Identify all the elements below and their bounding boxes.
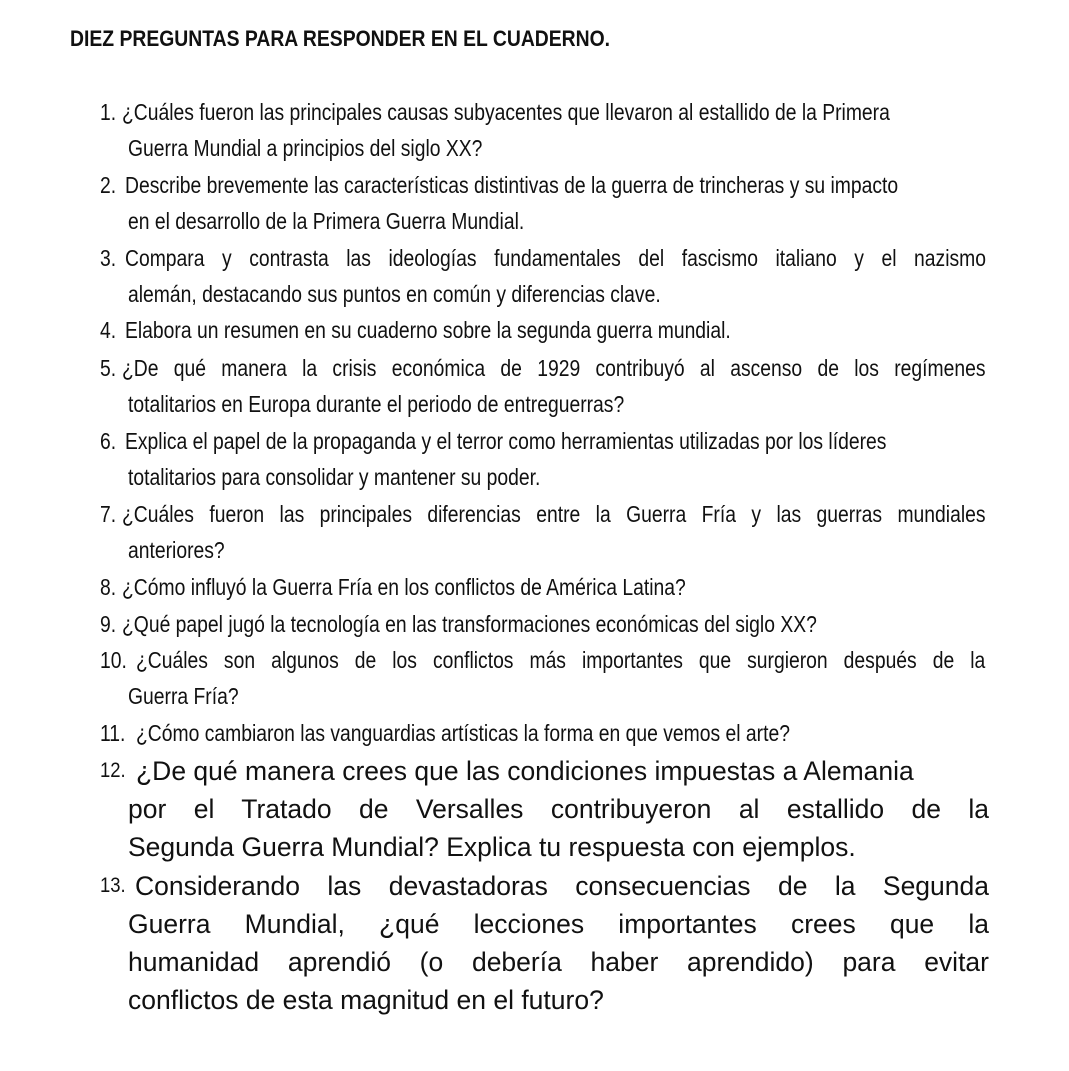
- question-text-line: ¿Cuáles fueron las principales causas subyacentes que llevaron al estallido de la Primera: [122, 99, 890, 125]
- question-text-line: ¿Qué papel jugó la tecnología en las transformaciones económicas del siglo XX?: [122, 611, 817, 637]
- question-number: 5.: [100, 355, 117, 381]
- question-text-line: Guerra Mundial a principios del siglo XX?: [128, 135, 483, 161]
- question-number: 10.: [100, 647, 127, 673]
- question-text-line: Segunda Guerra Mundial? Explica tu respuesta con ejemplos.: [128, 832, 856, 862]
- question-text-line: ¿De qué manera la crisis económica de 1929 contribuyó al ascenso de los regímenes: [122, 355, 986, 381]
- question-number: 1.: [100, 99, 117, 125]
- question-text-line: Elabora un resumen en su cuaderno sobre la segunda guerra mundial.: [125, 317, 731, 343]
- question-text-line: Describe brevemente las características distintivas de la guerra de trincheras y su impacto: [125, 172, 899, 198]
- question-number: 9.: [100, 611, 117, 637]
- question-text-line: ¿De qué manera crees que las condiciones impuestas a Alemania: [136, 756, 914, 786]
- question-text-line: totalitarios en Europa durante el periodo de entreguerras?: [128, 391, 625, 417]
- question-text-line: Explica el papel de la propaganda y el terror como herramientas utilizadas por los líderes: [125, 428, 887, 454]
- question-text-line: ¿Cuáles fueron las principales diferencias entre la Guerra Fría y las guerras mundiales: [122, 501, 986, 527]
- question-number: 2.: [100, 172, 117, 198]
- question-text-line: conflictos de esta magnitud en el futuro?: [128, 985, 604, 1015]
- question-text-line: alemán, destacando sus puntos en común y diferencias clave.: [128, 281, 661, 307]
- question-number: 13.: [100, 874, 126, 897]
- question-text-line: Guerra Mundial, ¿qué lecciones importantes crees que la: [128, 909, 989, 939]
- question-number: 4.: [100, 317, 117, 343]
- question-text-line: en el desarrollo de la Primera Guerra Mundial.: [128, 208, 525, 234]
- question-text-line: anteriores?: [128, 537, 225, 563]
- question-number: 11.: [100, 720, 126, 746]
- question-text-line: totalitarios para consolidar y mantener su poder.: [128, 464, 541, 490]
- question-text-line: Guerra Fría?: [128, 683, 239, 709]
- question-text-line: Compara y contrasta las ideologías fundamentales del fascismo italiano y el nazismo: [125, 245, 986, 271]
- question-number: 12.: [100, 759, 126, 782]
- question-text-line: ¿Cómo cambiaron las vanguardias artísticas la forma en que vemos el arte?: [136, 720, 790, 746]
- question-text-line: humanidad aprendió (o debería haber aprendido) para evitar: [128, 947, 989, 977]
- question-text-line: ¿Cómo influyó la Guerra Fría en los conflictos de América Latina?: [122, 574, 686, 600]
- question-text-line: ¿Cuáles son algunos de los conflictos más importantes que surgieron después de la: [136, 647, 986, 673]
- question-number: 8.: [100, 574, 117, 600]
- question-number: 7.: [100, 501, 117, 527]
- question-number: 3.: [100, 245, 117, 271]
- page-title: DIEZ PREGUNTAS PARA RESPONDER EN EL CUADERNO.: [70, 26, 611, 51]
- question-text-line: por el Tratado de Versalles contribuyeron al estallido de la: [128, 794, 989, 824]
- question-text-line: Considerando las devastadoras consecuencias de la Segunda: [135, 871, 989, 901]
- question-number: 6.: [100, 428, 117, 454]
